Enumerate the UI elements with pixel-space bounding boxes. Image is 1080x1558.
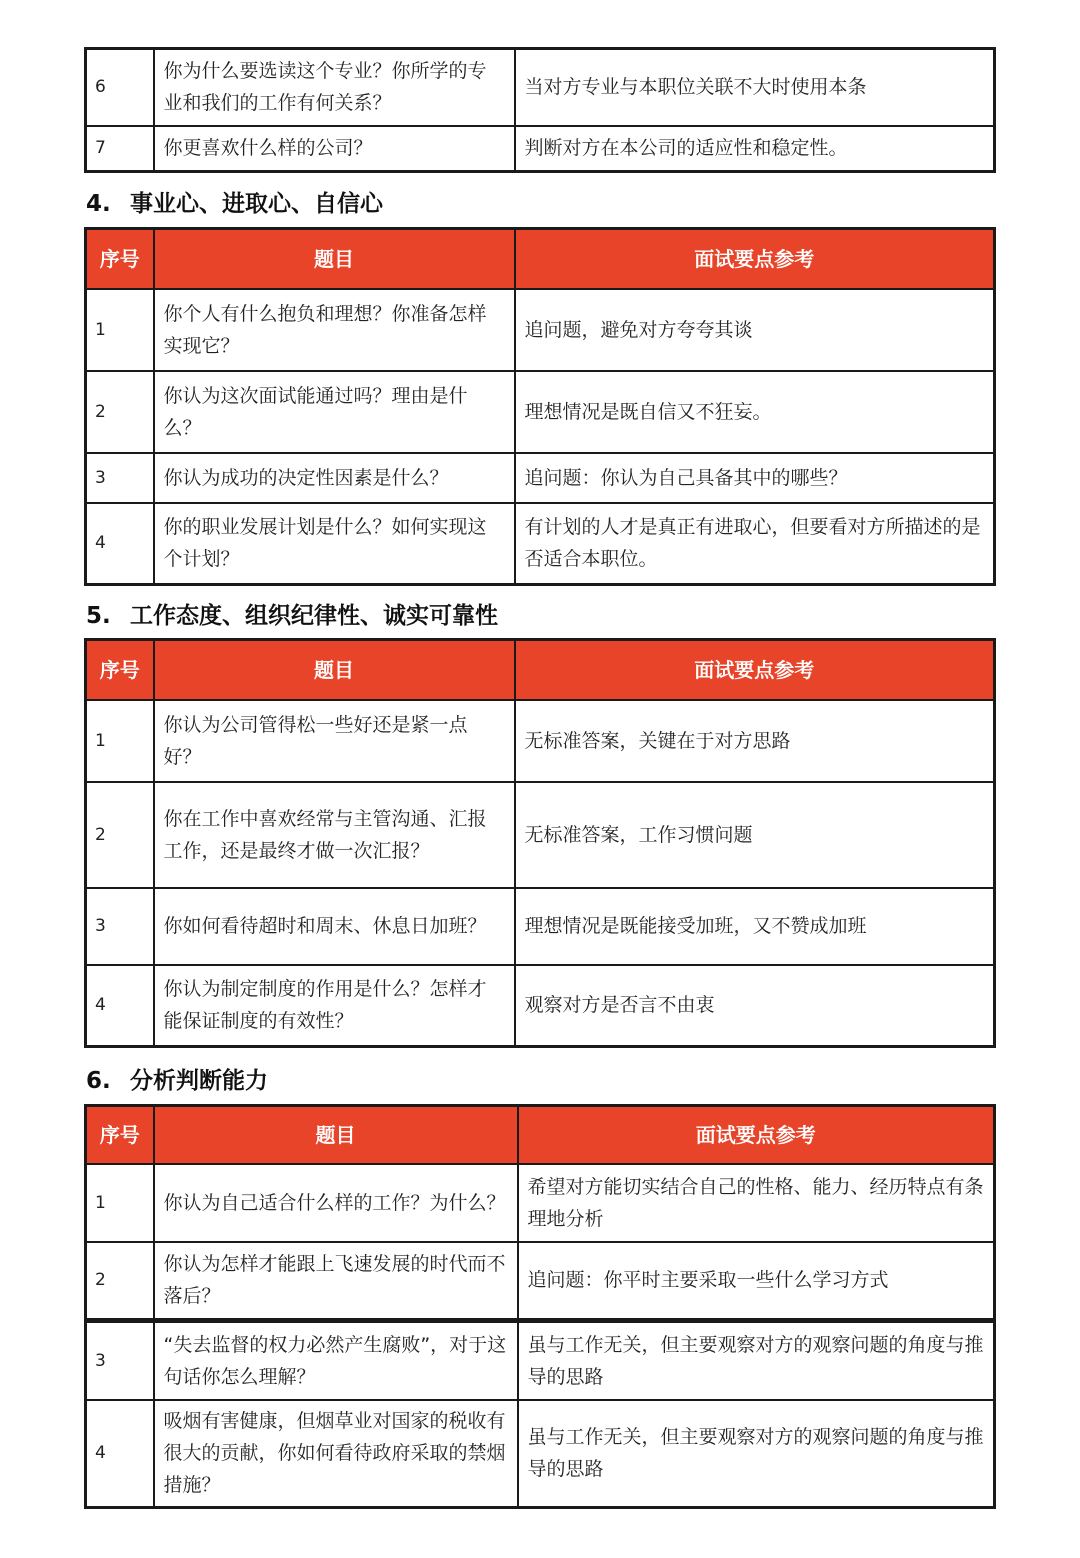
table-continued (84, 47, 996, 173)
question-cell: 你更喜欢什么样的公司？ (154, 126, 515, 172)
section-title: 分析判断能力 (130, 1068, 268, 1094)
section-heading (86, 601, 498, 631)
row-number: 2 (86, 1242, 154, 1320)
table-section-6-part-1 (84, 1104, 996, 1321)
table-row (86, 1400, 995, 1508)
row-number: 6 (86, 49, 154, 126)
header-no: 序号 (86, 229, 154, 289)
header-reference: 面试要点参考 (518, 1106, 995, 1164)
table-row (86, 453, 995, 503)
row-number: 1 (86, 1164, 154, 1242)
row-number: 7 (86, 126, 154, 172)
question-cell: 你在工作中喜欢经常与主管沟通、汇报工作，还是最终才做一次汇报？ (154, 782, 515, 888)
table-section-5 (84, 638, 996, 1048)
table-row (86, 1242, 995, 1320)
table-row (86, 289, 995, 371)
table-header-row (86, 640, 995, 700)
reference-cell: 无标准答案，工作习惯问题 (515, 782, 995, 888)
header-no: 序号 (86, 640, 154, 700)
reference-cell: 观察对方是否言不由衷 (515, 965, 995, 1047)
section-number: 6. (86, 1068, 111, 1094)
row-number: 4 (86, 503, 154, 585)
section-number: 5. (86, 603, 111, 629)
row-number: 3 (86, 888, 154, 965)
table-row (86, 1322, 995, 1400)
question-cell: “失去监督的权力必然产生腐败”，对于这句话你怎么理解？ (154, 1322, 518, 1400)
row-number: 2 (86, 782, 154, 888)
table-header-row (86, 1106, 995, 1164)
reference-cell: 希望对方能切实结合自己的性格、能力、经历特点有条理地分析 (518, 1164, 995, 1242)
table-row (86, 965, 995, 1047)
reference-cell: 虽与工作无关，但主要观察对方的观察问题的角度与推导的思路 (518, 1322, 995, 1400)
row-number: 4 (86, 1400, 154, 1508)
question-cell: 你的职业发展计划是什么？如何实现这个计划？ (154, 503, 515, 585)
question-cell: 你认为自己适合什么样的工作？为什么？ (154, 1164, 518, 1242)
reference-cell: 理想情况是既能接受加班，又不赞成加班 (515, 888, 995, 965)
table-section-6-part-2 (84, 1320, 996, 1509)
question-cell: 你认为制定制度的作用是什么？怎样才能保证制度的有效性？ (154, 965, 515, 1047)
table-section-4 (84, 227, 996, 586)
table-row (86, 1164, 995, 1242)
question-cell: 你认为公司管得松一些好还是紧一点好？ (154, 700, 515, 782)
header-question: 题目 (154, 229, 515, 289)
row-number: 3 (86, 1322, 154, 1400)
header-reference: 面试要点参考 (515, 229, 995, 289)
row-number: 2 (86, 371, 154, 453)
reference-cell: 追问题，避免对方夸夸其谈 (515, 289, 995, 371)
reference-cell: 追问题：你认为自己具备其中的哪些？ (515, 453, 995, 503)
table-row (86, 503, 995, 585)
question-cell: 你个人有什么抱负和理想？你准备怎样实现它？ (154, 289, 515, 371)
table-row (86, 700, 995, 782)
table-row (86, 371, 995, 453)
question-cell: 吸烟有害健康，但烟草业对国家的税收有很大的贡献，你如何看待政府采取的禁烟措施？ (154, 1400, 518, 1508)
section-heading (86, 1066, 268, 1096)
reference-cell: 追问题：你平时主要采取一些什么学习方式 (518, 1242, 995, 1320)
row-number: 1 (86, 700, 154, 782)
table-row (86, 126, 995, 172)
row-number: 1 (86, 289, 154, 371)
header-question: 题目 (154, 640, 515, 700)
reference-cell: 有计划的人才是真正有进取心，但要看对方所描述的是否适合本职位。 (515, 503, 995, 585)
header-reference: 面试要点参考 (515, 640, 995, 700)
section-number: 4. (86, 191, 111, 217)
question-cell: 你认为这次面试能通过吗？理由是什么？ (154, 371, 515, 453)
reference-cell: 判断对方在本公司的适应性和稳定性。 (515, 126, 995, 172)
table-header-row (86, 229, 995, 289)
table-row (86, 49, 995, 126)
section-title: 事业心、进取心、自信心 (130, 191, 383, 217)
section-title: 工作态度、组织纪律性、诚实可靠性 (130, 603, 498, 629)
reference-cell: 当对方专业与本职位关联不大时使用本条 (515, 49, 995, 126)
table-row (86, 888, 995, 965)
question-cell: 你为什么要选读这个专业？你所学的专业和我们的工作有何关系？ (154, 49, 515, 126)
table-row (86, 782, 995, 888)
header-question: 题目 (154, 1106, 518, 1164)
header-no: 序号 (86, 1106, 154, 1164)
question-cell: 你认为怎样才能跟上飞速发展的时代而不落后？ (154, 1242, 518, 1320)
reference-cell: 无标准答案，关键在于对方思路 (515, 700, 995, 782)
reference-cell: 理想情况是既自信又不狂妄。 (515, 371, 995, 453)
section-heading (86, 189, 383, 219)
row-number: 4 (86, 965, 154, 1047)
row-number: 3 (86, 453, 154, 503)
question-cell: 你认为成功的决定性因素是什么？ (154, 453, 515, 503)
reference-cell: 虽与工作无关，但主要观察对方的观察问题的角度与推导的思路 (518, 1400, 995, 1508)
question-cell: 你如何看待超时和周末、休息日加班？ (154, 888, 515, 965)
